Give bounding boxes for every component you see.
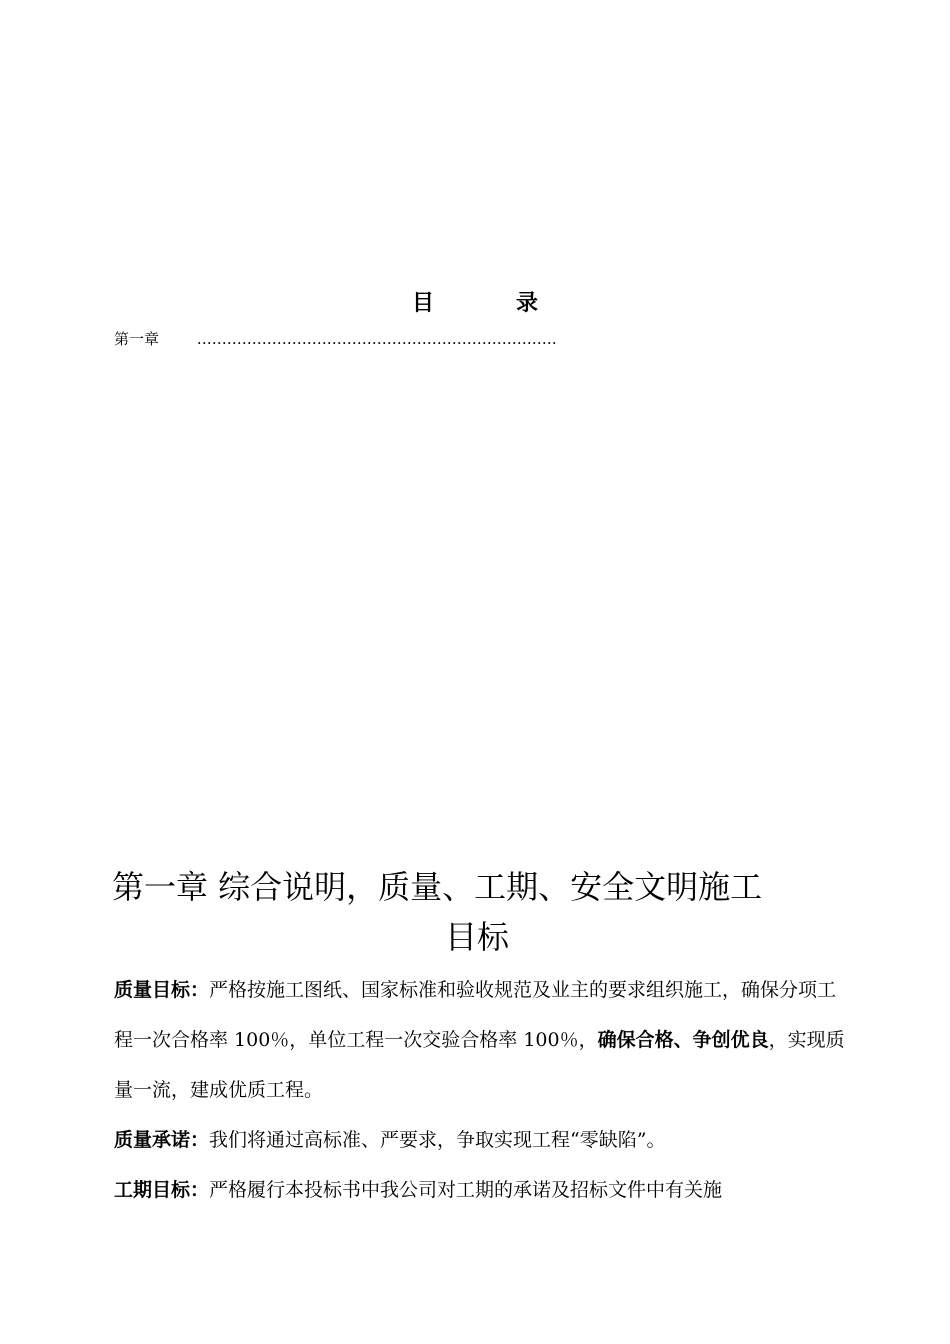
quality-goal-bold-text: 确保合格、争创优良 [597,1029,769,1051]
quality-promise-label: 质量承诺： [114,1129,210,1151]
schedule-goal-label: 工期目标： [114,1179,210,1201]
quality-goal-text: 严格按施工图纸、国家标准和验收规范及业主的要求组织施工，确保分项工程一次合格率 100％，单位工程一次交验合格率 100％， [114,979,837,1051]
chapter-heading-line2: 目标 [444,918,509,956]
paragraph-quality-goal [114,965,854,1115]
paragraph-quality-promise [114,1115,854,1165]
toc-title: 目 录 [411,291,568,316]
schedule-goal-text: 严格履行本投标书中我公司对工期的承诺及招标文件中有关施 [209,1179,723,1201]
chapter-heading [112,862,842,962]
toc-entry-chapter: 第一章 [114,330,160,348]
paragraph-schedule-goal [114,1165,854,1215]
chapter-heading-line1: 第一章 综合说明，质量、工期、安全文明施工 [112,868,763,906]
quality-goal-label: 质量目标： [114,979,210,1001]
toc-entry-leader-dots: ……………………………………………………………… [196,330,557,348]
toc-entry[interactable] [114,328,557,349]
quality-goal-text-end: ，实现质量一流，建成优质工程。 [114,1029,845,1101]
quality-promise-text: 我们将通过高标准、严要求，争取实现工程“零缺陷”。 [209,1129,666,1151]
chapter-body [114,965,854,1215]
